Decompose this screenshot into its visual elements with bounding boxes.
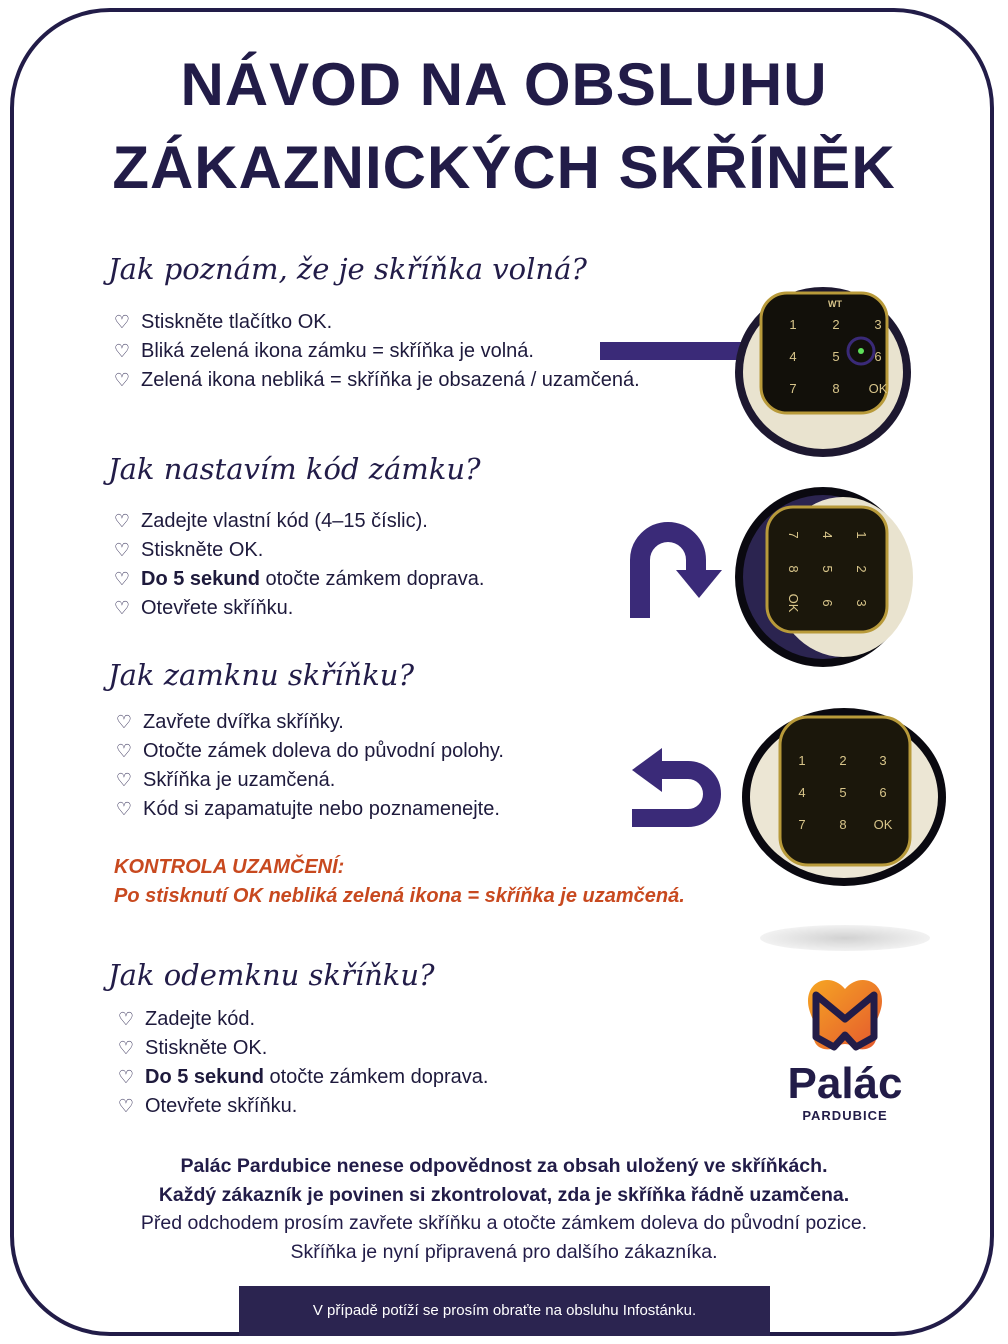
list-item (110, 507, 484, 536)
section-list-unlock (114, 1005, 488, 1121)
keypad-key: 1 (789, 317, 797, 332)
keypad-key: 5 (832, 349, 840, 364)
palac-logo (770, 975, 920, 1123)
keypad-key: OK (873, 817, 893, 832)
section-list-lock (112, 708, 504, 824)
list-item (114, 1034, 488, 1063)
heart-icon: ♡ (113, 569, 131, 589)
keypad-key: 5 (839, 785, 847, 800)
heart-icon: ♡ (117, 1096, 135, 1116)
page-title-line2: ZÁKAZNICKÝCH SKŘÍNĚK (112, 134, 896, 201)
list-item (110, 308, 640, 337)
section-heading-lock: Jak zamknu skříňku? (108, 658, 414, 692)
list-item (114, 1092, 488, 1121)
keypad-key: 6 (879, 785, 887, 800)
rotate-right-arrow-icon (630, 520, 730, 620)
list-item-text: otočte zámkem doprava. (263, 1066, 489, 1088)
heart-icon: ♡ (115, 741, 133, 761)
footer-line-4: Skříňka je nyní připravená pro dalšího zákazníka. (290, 1241, 718, 1263)
heart-icon: ♡ (115, 799, 133, 819)
logo-name: Palác (787, 1059, 903, 1108)
list-item-text: Kód si zapamatujte nebo poznamenejte. (143, 798, 500, 820)
list-item-text: Bliká zelená ikona zámku = skříňka je volná. (141, 340, 534, 362)
logo-subtitle: PARDUBICE (802, 1108, 888, 1123)
keypad-key: 8 (839, 817, 847, 832)
list-item-text: otočte zámkem doprava. (259, 568, 485, 590)
keypad-brand: WT (828, 299, 842, 309)
keypad-lock-image-locked (740, 705, 948, 888)
palac-logo-icon (802, 975, 888, 1055)
list-item-bold: Do 5 sekund (145, 1066, 264, 1088)
keypad-lock-image-free (733, 285, 913, 460)
list-item-text: Skříňka je uzamčená. (143, 769, 336, 791)
heart-icon: ♡ (117, 1009, 135, 1029)
list-item-text: Zelená ikona nebliká = skříňka je obsazená / uzamčená. (141, 369, 640, 391)
keypad-key: 7 (786, 531, 801, 539)
list-item (112, 766, 504, 795)
footer-line-1: Palác Pardubice nenese odpovědnost za obsah uložený ve skříňkách. (180, 1155, 828, 1177)
list-item (114, 1063, 488, 1092)
heart-icon: ♡ (113, 511, 131, 531)
lock-shadow (760, 925, 930, 951)
list-item (110, 536, 484, 565)
keypad-key: 4 (789, 349, 797, 364)
list-item-text: Zavřete dvířka skříňky. (143, 711, 344, 733)
heart-icon: ♡ (113, 540, 131, 560)
heart-icon: ♡ (113, 312, 131, 332)
page-title-line1: NÁVOD NA OBSLUHU (180, 51, 828, 118)
keypad-key: 4 (798, 785, 806, 800)
list-item-text: Stiskněte OK. (145, 1037, 268, 1059)
section-list-set-code (110, 507, 484, 623)
list-item-text: Zadejte vlastní kód (4–15 číslic). (141, 510, 428, 532)
footer-line-3: Před odchodem prosím zavřete skříňku a otočte zámkem doleva do původní pozice. (140, 1212, 868, 1234)
section-list-free (110, 308, 640, 395)
keypad-key: 4 (820, 531, 835, 539)
keypad-key: 2 (854, 565, 869, 573)
heart-icon: ♡ (115, 770, 133, 790)
list-item (110, 565, 484, 594)
keypad-key: 3 (854, 599, 869, 607)
keypad-key: 6 (820, 599, 835, 607)
list-item-text: Otevřete skříňku. (141, 597, 294, 619)
heart-icon: ♡ (113, 370, 131, 390)
keypad-key: 5 (820, 565, 835, 573)
keypad-key: 1 (854, 531, 869, 539)
list-item (110, 366, 640, 395)
keypad-key: 6 (874, 349, 882, 364)
keypad-key: 8 (786, 565, 801, 573)
list-item-text: Otevřete skříňku. (145, 1095, 298, 1117)
keypad-key: OK (868, 381, 888, 396)
footer-line-2: Každý zákazník je povinen si zkontrolovat, zda je skříňka řádně uzamčena. (158, 1184, 850, 1206)
list-item (112, 737, 504, 766)
kontrola-text: Po stisknutí OK nebliká zelená ikona = skříňka je uzamčená. (114, 885, 685, 907)
keypad-key: 2 (832, 317, 840, 332)
heart-icon: ♡ (115, 712, 133, 732)
keypad-key: 2 (839, 753, 847, 768)
infostanek-banner: V případě potíží se prosím obraťte na obsluhu Infostánku. (239, 1286, 770, 1336)
section-heading-set-code: Jak nastavím kód zámku? (108, 452, 481, 486)
list-item-text: Stiskněte tlačítko OK. (141, 311, 333, 333)
list-item (110, 594, 484, 623)
list-item-bold: Do 5 sekund (141, 568, 260, 590)
keypad-key: OK (786, 593, 801, 613)
keypad-key: 7 (789, 381, 797, 396)
keypad-lock-image-set-code (733, 485, 913, 670)
list-item-text: Stiskněte OK. (141, 539, 264, 561)
keypad-key: 1 (798, 753, 806, 768)
keypad-key: 3 (874, 317, 882, 332)
list-item (112, 708, 504, 737)
keypad-key: 8 (832, 381, 840, 396)
heart-icon: ♡ (117, 1038, 135, 1058)
list-item-text: Zadejte kód. (145, 1008, 256, 1030)
list-item (114, 1005, 488, 1034)
keypad-key: 3 (879, 753, 887, 768)
heart-icon: ♡ (113, 598, 131, 618)
kontrola-title: KONTROLA UZAMČENÍ: (114, 856, 345, 878)
rotate-left-arrow-icon (628, 738, 738, 834)
list-item-text: Otočte zámek doleva do původní polohy. (143, 740, 504, 762)
section-heading-unlock: Jak odemknu skříňku? (108, 958, 435, 992)
list-item (112, 795, 504, 824)
heart-icon: ♡ (117, 1067, 135, 1087)
section-heading-free: Jak poznám, že je skříňka volná? (108, 252, 587, 286)
keypad-key: 7 (798, 817, 806, 832)
heart-icon: ♡ (113, 341, 131, 361)
list-item (110, 337, 640, 366)
